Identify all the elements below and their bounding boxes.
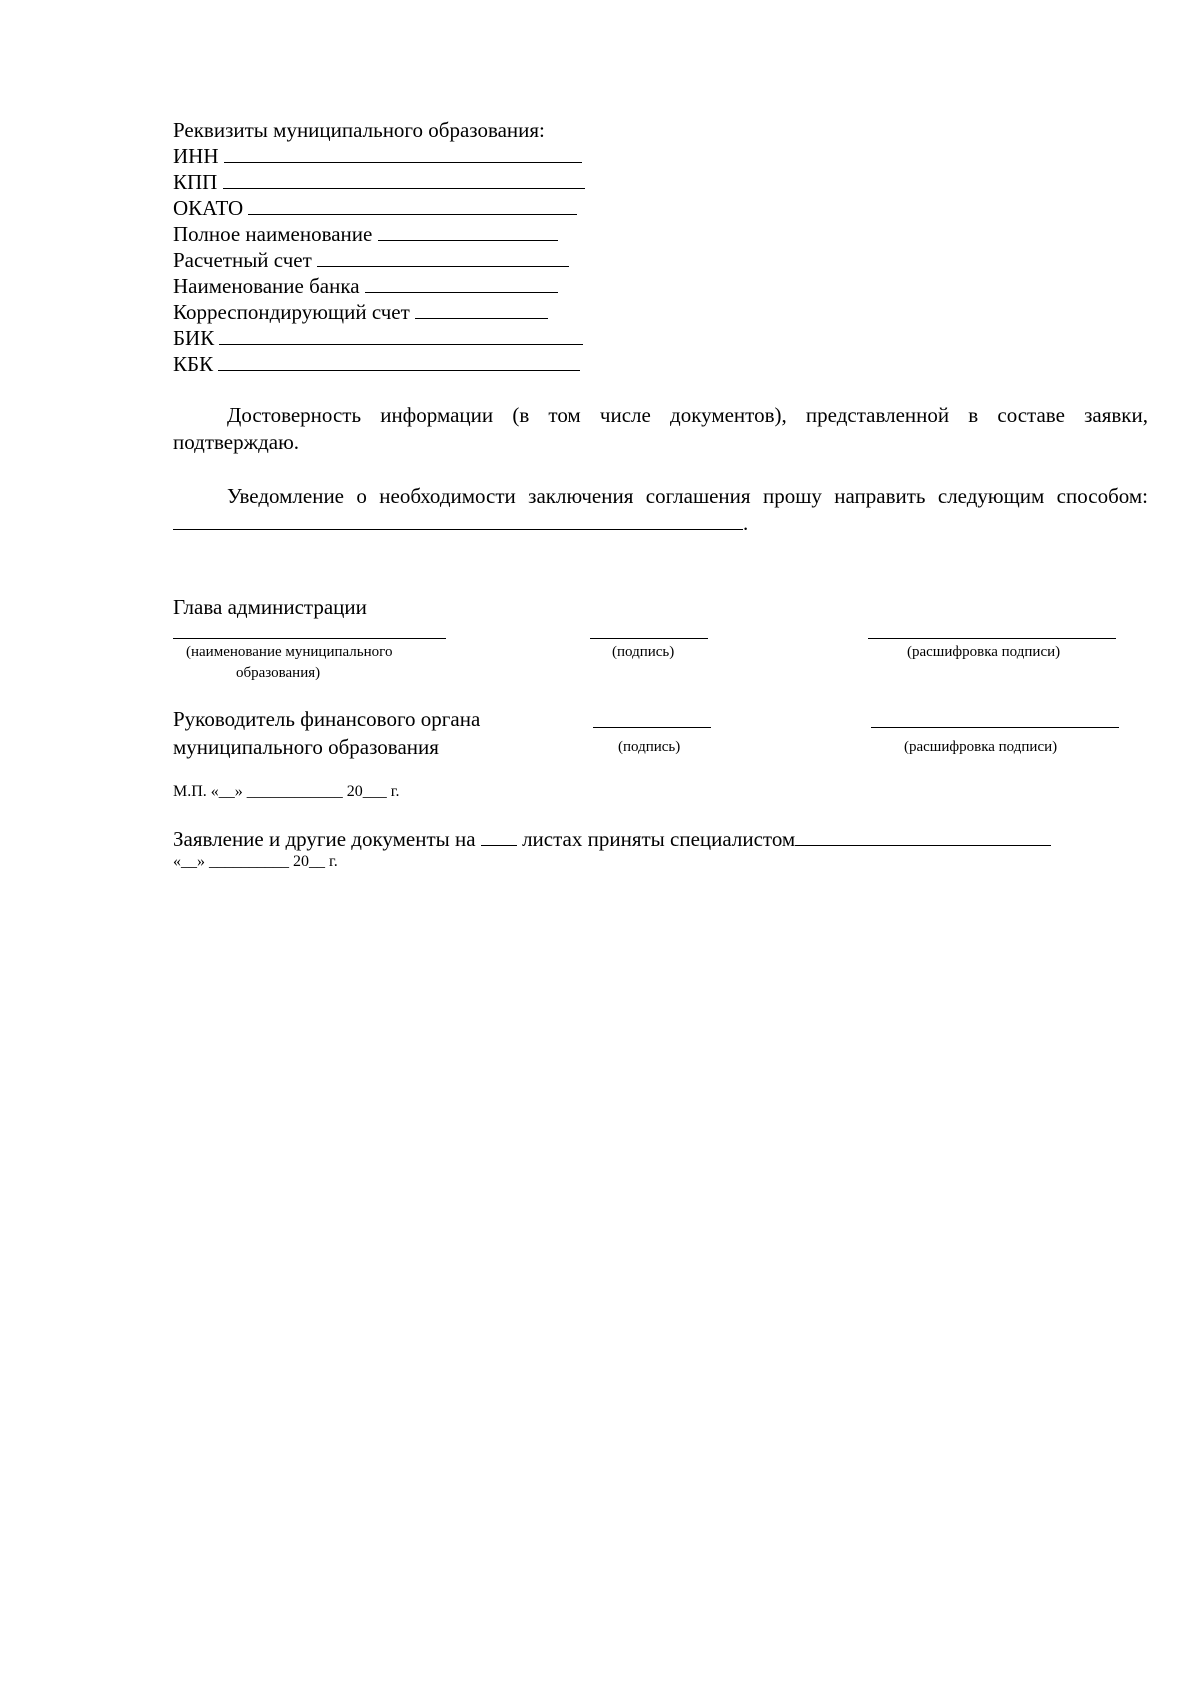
field-bik-blank[interactable] [219, 327, 583, 345]
confirmation-paragraph [173, 402, 1148, 456]
field-inn [173, 143, 582, 170]
field-bank-name [173, 273, 558, 300]
field-okato-blank[interactable] [248, 197, 577, 215]
finance-head-caption-decode: (расшифровка подписи) [904, 739, 1058, 755]
field-corr-account [173, 299, 548, 326]
field-kpp [173, 169, 585, 196]
acceptance-specialist-blank[interactable] [795, 828, 1051, 846]
acceptance-text-after: листах приняты специалистом [522, 827, 796, 851]
field-bank-name-label: Наименование банка [173, 274, 360, 298]
field-account [173, 247, 569, 274]
acceptance-text-before: Заявление и другие документы на [173, 827, 476, 851]
head-admin-caption-name-2: образования) [236, 665, 321, 681]
finance-head-title-2: муниципального образования [173, 735, 439, 759]
field-kpp-blank[interactable] [223, 171, 585, 189]
field-bik-label: БИК [173, 326, 215, 350]
field-account-blank[interactable] [317, 249, 569, 267]
notification-end-mark: . [743, 511, 749, 535]
head-admin-signature-line[interactable] [590, 638, 708, 639]
head-admin-caption-decode: (расшифровка подписи) [907, 644, 1061, 660]
finance-head-title-1: Руководитель финансового органа [173, 707, 481, 731]
field-account-label: Расчетный счет [173, 248, 312, 272]
head-admin-caption-name-1: (наименование муниципального [186, 644, 393, 660]
field-okato [173, 195, 577, 222]
confirmation-text: Достоверность информации (в том числе документов), представленной в составе заявки, подтверждаю. [173, 403, 1148, 454]
acceptance-line [173, 826, 1051, 853]
field-full-name-blank[interactable] [378, 223, 558, 241]
finance-head-caption-signature: (подпись) [618, 739, 681, 755]
field-corr-account-blank[interactable] [415, 301, 548, 319]
head-admin-caption-signature: (подпись) [612, 644, 675, 660]
field-full-name [173, 221, 558, 248]
finance-head-signature-line[interactable] [593, 727, 711, 728]
head-admin-title: Глава администрации [173, 595, 367, 619]
field-corr-account-label: Корреспондирующий счет [173, 300, 410, 324]
requisites-heading: Реквизиты муниципального образования: [173, 118, 545, 142]
field-kpp-label: КПП [173, 170, 218, 194]
acceptance-sheets-blank[interactable] [481, 828, 517, 846]
notification-text: Уведомление о необходимости заключения соглашения прошу направить следующим способом: [227, 484, 1148, 508]
acceptance-date: «__» __________ 20__ г. [173, 853, 338, 870]
field-bik [173, 325, 583, 352]
field-okato-label: ОКАТО [173, 196, 244, 220]
stamp-date-line: М.П. «__» ____________ 20___ г. [173, 783, 400, 800]
field-kbk-blank[interactable] [218, 353, 580, 371]
finance-head-decode-line[interactable] [871, 727, 1119, 728]
field-kbk-label: КБК [173, 352, 214, 376]
field-inn-label: ИНН [173, 144, 219, 168]
notification-paragraph [173, 483, 1148, 537]
field-kbk [173, 351, 580, 378]
notification-method-blank[interactable] [173, 512, 743, 530]
field-bank-name-blank[interactable] [365, 275, 558, 293]
field-inn-blank[interactable] [224, 145, 582, 163]
head-admin-name-line[interactable] [173, 638, 446, 639]
head-admin-decode-line[interactable] [868, 638, 1116, 639]
field-full-name-label: Полное наименование [173, 222, 373, 246]
